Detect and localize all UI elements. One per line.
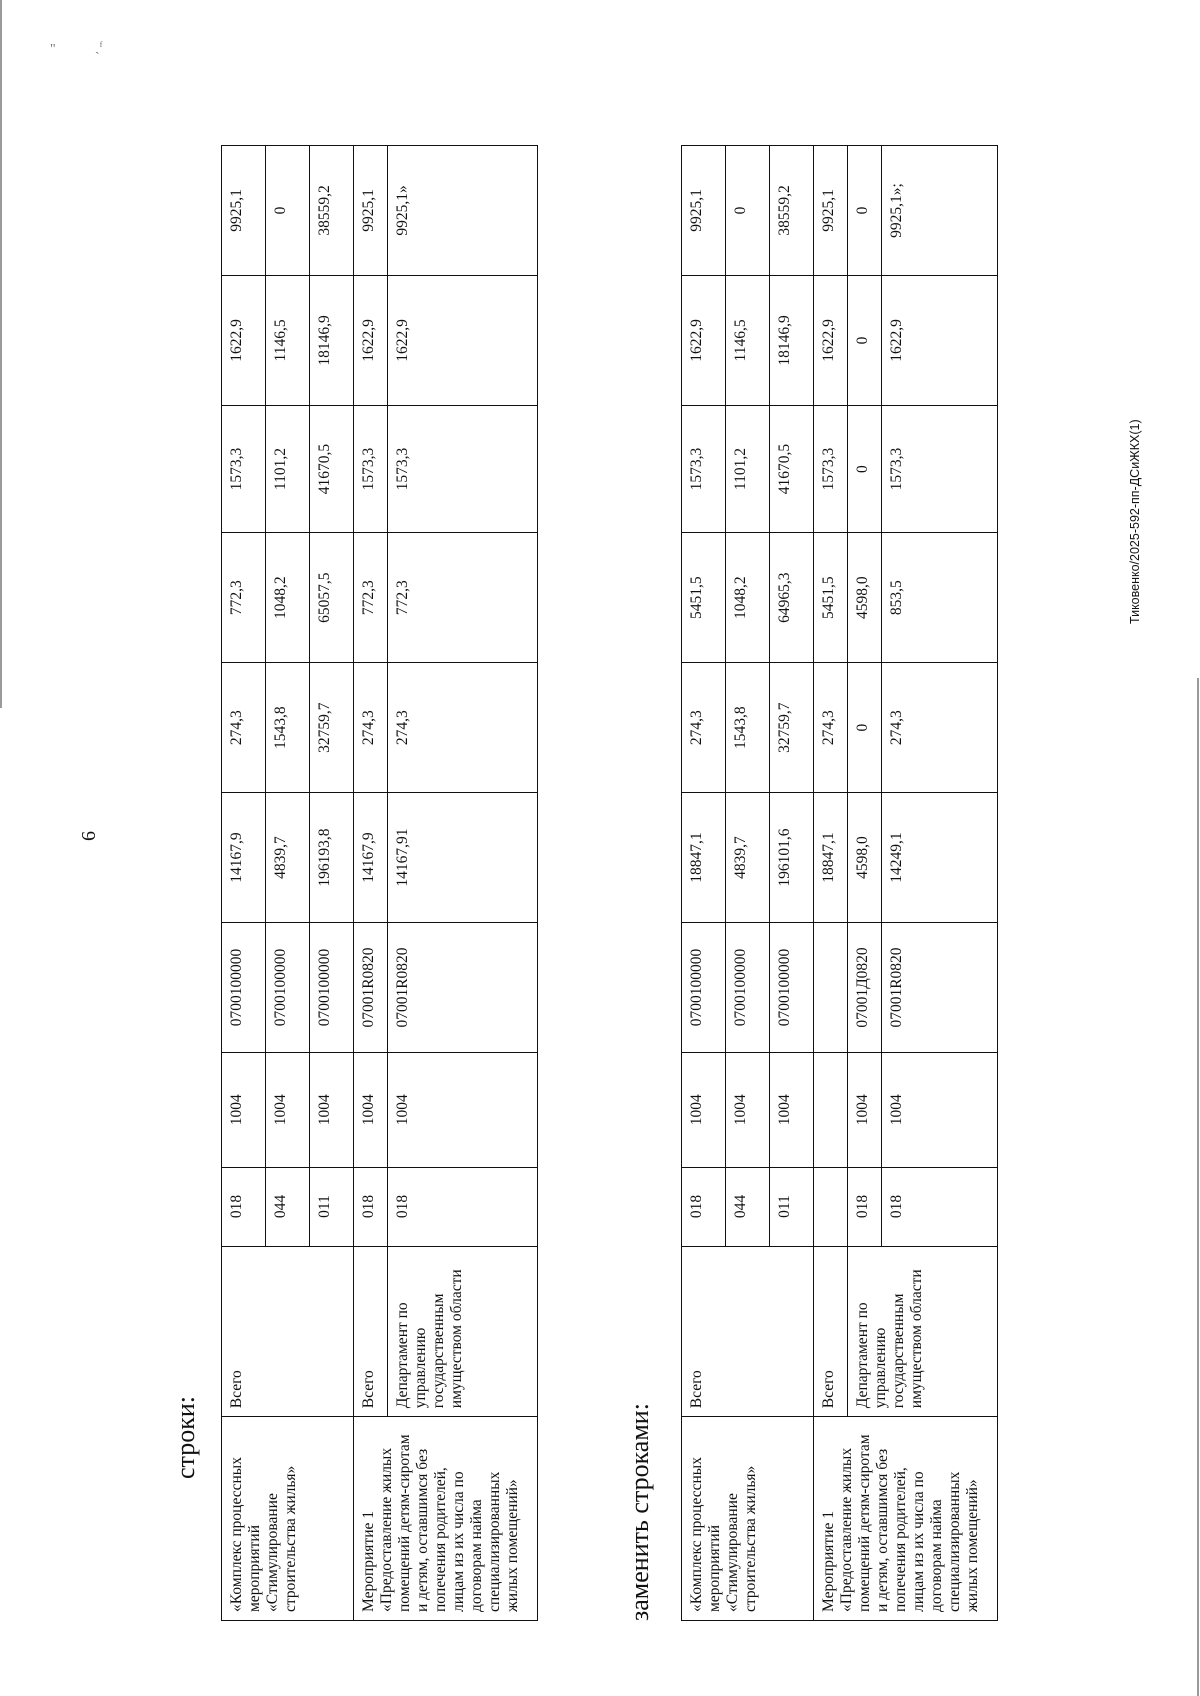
executor-cell: Всего	[682, 1246, 814, 1417]
section-cell: 1004	[354, 1052, 388, 1167]
program-name-cell: «Комплекс процессных мероприятий «Стимулирование строительства жилья»	[682, 1417, 814, 1621]
scan-mark: ˎᶠ	[95, 40, 103, 55]
amount-cell: 196193,8	[310, 793, 354, 923]
executor-cell: Всего	[354, 1246, 388, 1417]
target-article-cell: 0700100000	[726, 923, 770, 1053]
rotated-page-content	[70, 45, 1150, 1621]
amount-cell: 4839,7	[266, 793, 310, 923]
program-name-cell: Мероприятие 1 «Предоставление жилых помещений детям-сиротам и детям, оставшимся без попечения родителей, лицам из их числа по договорам найма специализированных жилых помещений»	[354, 1417, 538, 1621]
amount-cell: 1622,9	[222, 275, 266, 405]
code-cell: 018	[388, 1167, 538, 1246]
table-row	[222, 146, 266, 1621]
table-row	[814, 146, 848, 1621]
amount-cell: 772,3	[388, 533, 538, 663]
section-cell: 1004	[848, 1052, 882, 1167]
amount-cell: 9925,1	[814, 146, 848, 276]
amount-cell: 5451,5	[814, 533, 848, 663]
amount-cell: 1573,3	[222, 405, 266, 532]
amount-cell: 0	[848, 275, 882, 405]
table-row	[848, 146, 882, 1621]
amount-cell: 14249,1	[882, 793, 998, 923]
amount-cell: 1622,9	[354, 275, 388, 405]
code-cell: 018	[682, 1167, 726, 1246]
amount-cell: 1101,2	[726, 405, 770, 532]
document-footer-code: Тиковенко/2025-592-пп-ДСиЖКХ(1)	[1128, 419, 1142, 625]
scan-mark: "	[50, 42, 56, 57]
amount-cell: 0	[848, 405, 882, 532]
amount-cell: 4598,0	[848, 533, 882, 663]
target-article-cell: 0700100000	[222, 923, 266, 1053]
amount-cell: 853,5	[882, 533, 998, 663]
amount-cell: 274,3	[354, 663, 388, 793]
amount-cell: 0	[726, 146, 770, 276]
amount-cell: 32759,7	[310, 663, 354, 793]
target-article-cell: 07001R0820	[354, 923, 388, 1053]
amount-cell: 1146,5	[726, 275, 770, 405]
amount-cell: 41670,5	[310, 405, 354, 532]
amount-cell: 772,3	[354, 533, 388, 663]
amount-cell: 14167,9	[222, 793, 266, 923]
amount-cell: 274,3	[222, 663, 266, 793]
section-cell: 1004	[388, 1052, 538, 1167]
amount-cell: 1101,2	[266, 405, 310, 532]
amount-cell: 1622,9	[882, 275, 998, 405]
amount-cell: 1573,3	[354, 405, 388, 532]
code-cell: 044	[726, 1167, 770, 1246]
amount-cell: 9925,1	[222, 146, 266, 276]
amount-cell: 1146,5	[266, 275, 310, 405]
code-cell: 044	[266, 1167, 310, 1246]
amount-cell: 1622,9	[388, 275, 538, 405]
amount-cell: 65057,5	[310, 533, 354, 663]
amount-cell: 1622,9	[682, 275, 726, 405]
amount-cell: 38559,2	[770, 146, 814, 276]
code-cell: 018	[882, 1167, 998, 1246]
amount-cell: 0	[848, 146, 882, 276]
target-article-cell: 0700100000	[310, 923, 354, 1053]
table-row	[682, 146, 726, 1621]
target-article-cell: 0700100000	[266, 923, 310, 1053]
amount-cell: 18146,9	[770, 275, 814, 405]
amount-cell: 1573,3	[388, 405, 538, 532]
target-article-cell	[814, 923, 848, 1053]
amount-cell: 1573,3	[882, 405, 998, 532]
amount-cell: 4598,0	[848, 793, 882, 923]
code-cell: 011	[770, 1167, 814, 1246]
amount-cell: 14167,91	[388, 793, 538, 923]
executor-cell: Департамент по управлению государственным имуществом области	[388, 1246, 538, 1417]
executor-cell: Всего	[814, 1246, 848, 1417]
section-cell: 1004	[310, 1052, 354, 1167]
amount-cell: 5451,5	[682, 533, 726, 663]
table-old-rows	[221, 145, 538, 1621]
scan-edge-left	[0, 0, 2, 708]
page-number: 6	[78, 831, 100, 841]
caption-old-rows: строки:	[171, 1396, 200, 1479]
target-article-cell: 0700100000	[682, 923, 726, 1053]
code-cell: 011	[310, 1167, 354, 1246]
code-cell: 018	[222, 1167, 266, 1246]
code-cell: 018	[354, 1167, 388, 1246]
amount-cell: 14167,9	[354, 793, 388, 923]
amount-cell: 18146,9	[310, 275, 354, 405]
section-cell: 1004	[266, 1052, 310, 1167]
amount-cell: 1048,2	[726, 533, 770, 663]
amount-cell: 1048,2	[266, 533, 310, 663]
section-cell: 1004	[726, 1052, 770, 1167]
executor-cell: Департамент по управлению государственным имуществом области	[848, 1246, 998, 1417]
amount-cell: 64965,3	[770, 533, 814, 663]
amount-cell: 772,3	[222, 533, 266, 663]
target-article-cell: 0700100000	[770, 923, 814, 1053]
code-cell	[814, 1167, 848, 1246]
amount-cell: 18847,1	[814, 793, 848, 923]
section-cell	[814, 1052, 848, 1167]
amount-cell: 0	[266, 146, 310, 276]
amount-cell: 1543,8	[726, 663, 770, 793]
target-article-cell: 07001R0820	[388, 923, 538, 1053]
amount-cell: 0	[848, 663, 882, 793]
amount-cell: 9925,1»;	[882, 146, 998, 276]
code-cell: 018	[848, 1167, 882, 1246]
amount-cell: 32759,7	[770, 663, 814, 793]
amount-cell: 1622,9	[814, 275, 848, 405]
caption-new-rows: заменить строками:	[625, 1403, 654, 1621]
amount-cell: 41670,5	[770, 405, 814, 532]
amount-cell: 274,3	[814, 663, 848, 793]
table-row	[388, 146, 538, 1621]
target-article-cell: 07001R0820	[882, 923, 998, 1053]
section-cell: 1004	[682, 1052, 726, 1167]
amount-cell: 274,3	[388, 663, 538, 793]
amount-cell: 1573,3	[814, 405, 848, 532]
amount-cell: 9925,1»	[388, 146, 538, 276]
amount-cell: 9925,1	[682, 146, 726, 276]
section-cell: 1004	[222, 1052, 266, 1167]
section-cell: 1004	[770, 1052, 814, 1167]
program-name-cell: Мероприятие 1 «Предоставление жилых помещений детям-сиротам и детям, оставшимся без попечения родителей, лицам из их числа по договорам найма специализированных жилых помещений»	[814, 1417, 998, 1621]
amount-cell: 274,3	[882, 663, 998, 793]
amount-cell: 1543,8	[266, 663, 310, 793]
table-row	[354, 146, 388, 1621]
amount-cell: 1573,3	[682, 405, 726, 532]
scan-edge-right	[1197, 678, 1199, 1696]
amount-cell: 4839,7	[726, 793, 770, 923]
section-cell: 1004	[882, 1052, 998, 1167]
amount-cell: 274,3	[682, 663, 726, 793]
table-new-rows	[681, 145, 998, 1621]
amount-cell: 18847,1	[682, 793, 726, 923]
amount-cell: 196101,6	[770, 793, 814, 923]
amount-cell: 38559,2	[310, 146, 354, 276]
amount-cell: 9925,1	[354, 146, 388, 276]
target-article-cell: 07001Д0820	[848, 923, 882, 1053]
program-name-cell: «Комплекс процессных мероприятий «Стимулирование строительства жилья»	[222, 1417, 354, 1621]
executor-cell: Всего	[222, 1246, 354, 1417]
